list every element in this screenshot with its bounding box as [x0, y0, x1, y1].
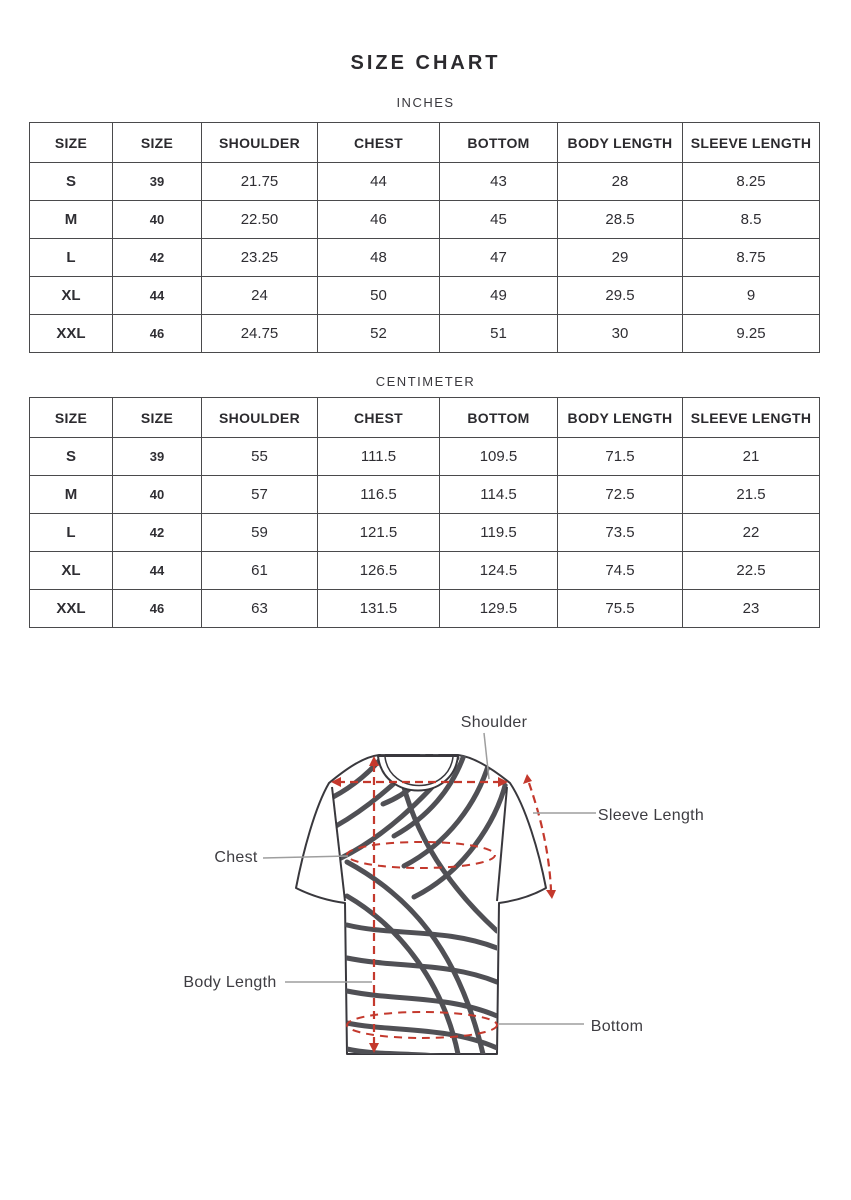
cell: M — [30, 201, 113, 239]
cell: 39 — [113, 438, 202, 476]
size-table-centimeter — [29, 397, 820, 628]
sleeve-length-label: Sleeve Length — [597, 807, 705, 824]
tshirt-illustration — [0, 690, 851, 1200]
cell: L — [30, 514, 113, 552]
cell: 46 — [113, 590, 202, 628]
cell: 126.5 — [318, 552, 440, 590]
table-row — [30, 590, 820, 628]
column-header: SLEEVE LENGTH — [683, 123, 820, 163]
cell: 73.5 — [558, 514, 683, 552]
cell: 23 — [683, 590, 820, 628]
cell: 46 — [318, 201, 440, 239]
column-header: SIZE — [113, 398, 202, 438]
cell: XXL — [30, 590, 113, 628]
cell: 8.25 — [683, 163, 820, 201]
cell: 22.50 — [202, 201, 318, 239]
cell: 28.5 — [558, 201, 683, 239]
column-header: BODY LENGTH — [558, 398, 683, 438]
cell: 51 — [440, 315, 558, 353]
cell: 111.5 — [318, 438, 440, 476]
table-row — [30, 476, 820, 514]
cell: 29 — [558, 239, 683, 277]
size-table-inches — [29, 122, 820, 353]
table-row — [30, 514, 820, 552]
cell: 22.5 — [683, 552, 820, 590]
cell: 44 — [318, 163, 440, 201]
column-header: BOTTOM — [440, 123, 558, 163]
cell: 40 — [113, 476, 202, 514]
cell: 39 — [113, 163, 202, 201]
cell: 121.5 — [318, 514, 440, 552]
cell: 42 — [113, 239, 202, 277]
column-header: CHEST — [318, 398, 440, 438]
column-header: SIZE — [30, 123, 113, 163]
cell: 30 — [558, 315, 683, 353]
body-length-label: Body Length — [183, 974, 277, 991]
cell: 61 — [202, 552, 318, 590]
cell: 50 — [318, 277, 440, 315]
column-header: SIZE — [113, 123, 202, 163]
table-row — [30, 239, 820, 277]
column-header: BOTTOM — [440, 398, 558, 438]
cell: 75.5 — [558, 590, 683, 628]
column-header: SHOULDER — [202, 123, 318, 163]
cell: S — [30, 163, 113, 201]
cell: 124.5 — [440, 552, 558, 590]
column-header: SIZE — [30, 398, 113, 438]
column-header: BODY LENGTH — [558, 123, 683, 163]
cell: 72.5 — [558, 476, 683, 514]
table-row — [30, 277, 820, 315]
cell: 23.25 — [202, 239, 318, 277]
bottom-label: Bottom — [590, 1018, 644, 1035]
column-header: SLEEVE LENGTH — [683, 398, 820, 438]
cell: 9 — [683, 277, 820, 315]
centimeter-section-label: CENTIMETER — [375, 374, 476, 389]
cell: 24.75 — [202, 315, 318, 353]
cell: XXL — [30, 315, 113, 353]
cell: 21.5 — [683, 476, 820, 514]
cell: 48 — [318, 239, 440, 277]
cell: 119.5 — [440, 514, 558, 552]
cell: M — [30, 476, 113, 514]
cell: 46 — [113, 315, 202, 353]
table-row — [30, 315, 820, 353]
cell: 63 — [202, 590, 318, 628]
cell: 109.5 — [440, 438, 558, 476]
cell: 9.25 — [683, 315, 820, 353]
cell: L — [30, 239, 113, 277]
table-row — [30, 201, 820, 239]
header-row — [30, 123, 820, 163]
cell: 71.5 — [558, 438, 683, 476]
page-title: SIZE CHART — [350, 52, 501, 74]
cell: 8.5 — [683, 201, 820, 239]
tshirt-measurement-diagram — [0, 690, 851, 1200]
cell: 55 — [202, 438, 318, 476]
cell: 114.5 — [440, 476, 558, 514]
chest-label: Chest — [214, 849, 258, 866]
cell: 44 — [113, 277, 202, 315]
cell: 21 — [683, 438, 820, 476]
cell: S — [30, 438, 113, 476]
cell: 116.5 — [318, 476, 440, 514]
cell: XL — [30, 277, 113, 315]
cell: 47 — [440, 239, 558, 277]
cell: 74.5 — [558, 552, 683, 590]
cell: 42 — [113, 514, 202, 552]
cell: 8.75 — [683, 239, 820, 277]
header-row — [30, 398, 820, 438]
column-header: CHEST — [318, 123, 440, 163]
cell: 44 — [113, 552, 202, 590]
shoulder-label: Shoulder — [460, 714, 528, 731]
table-row — [30, 552, 820, 590]
cell: 43 — [440, 163, 558, 201]
cell: 45 — [440, 201, 558, 239]
column-header: SHOULDER — [202, 398, 318, 438]
cell: 40 — [113, 201, 202, 239]
cell: 29.5 — [558, 277, 683, 315]
cell: 24 — [202, 277, 318, 315]
table-row — [30, 163, 820, 201]
cell: XL — [30, 552, 113, 590]
cell: 57 — [202, 476, 318, 514]
cell: 131.5 — [318, 590, 440, 628]
cell: 129.5 — [440, 590, 558, 628]
cell: 21.75 — [202, 163, 318, 201]
inches-section-label: INCHES — [396, 95, 455, 110]
cell: 22 — [683, 514, 820, 552]
cell: 49 — [440, 277, 558, 315]
cell: 59 — [202, 514, 318, 552]
cell: 28 — [558, 163, 683, 201]
table-row — [30, 438, 820, 476]
cell: 52 — [318, 315, 440, 353]
